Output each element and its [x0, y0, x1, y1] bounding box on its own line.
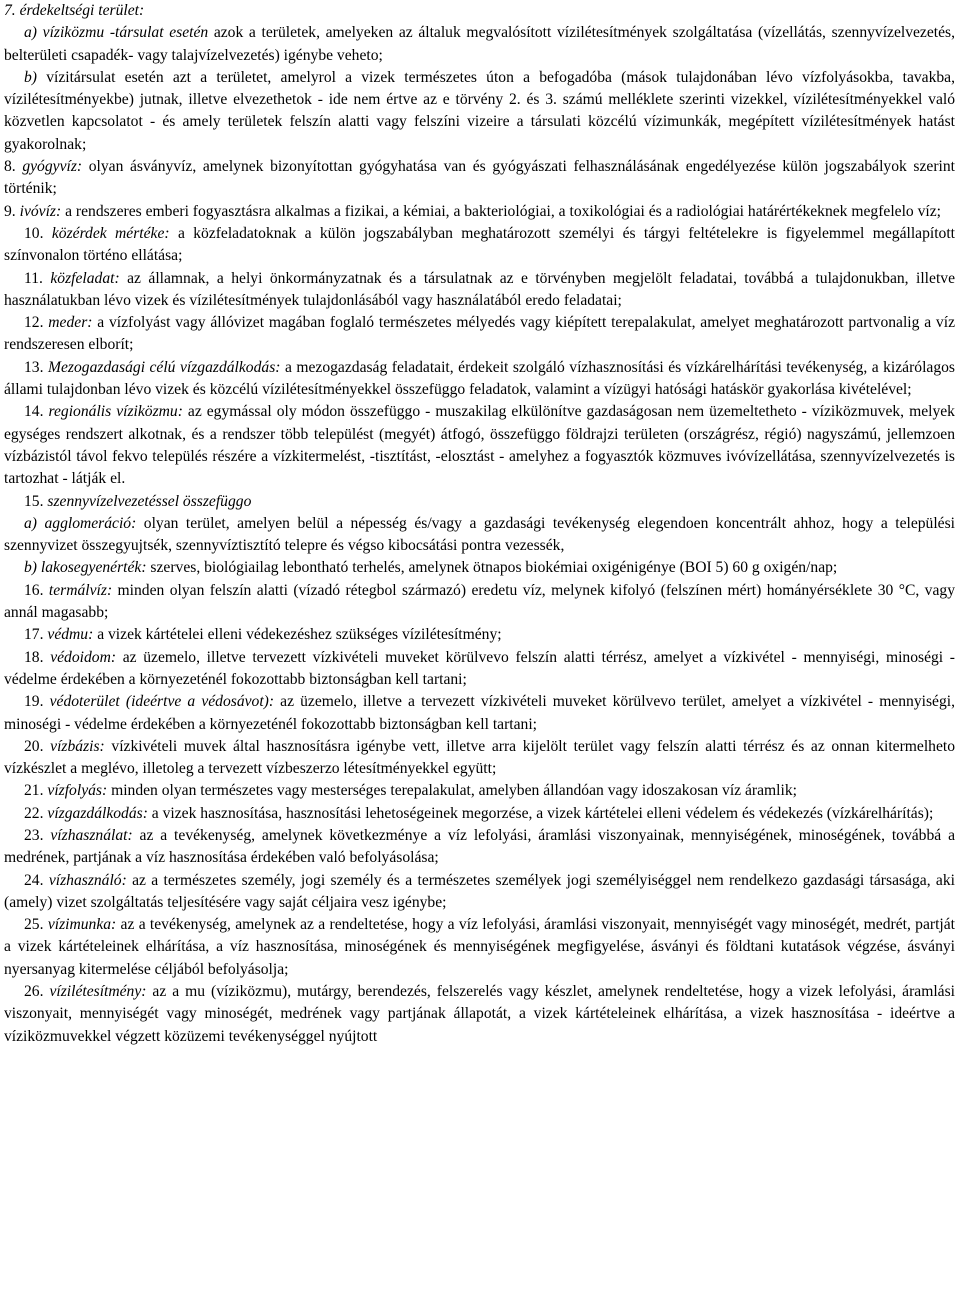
definition-paragraph [4, 513, 955, 558]
definition-number: 25. [24, 916, 44, 934]
defined-term: a) agglomeráció: [24, 514, 137, 532]
definition-paragraph [4, 825, 955, 870]
defined-term: b) lakosegyenérték: [24, 559, 147, 577]
definition-text: az a tevékenység, amelynek következménye a víz lefolyási, áramlási viszonyainak, mennyiségének, minoségének, továbbá a medrének, partjának a víz hasznosítása érdekében való befolyásolása; [4, 826, 955, 867]
definition-paragraph [4, 870, 955, 915]
document-body [4, 0, 955, 1048]
definition-text: vízkivételi muvek által hasznosításra igénybe vett, illetve arra kijelölt terület vagy felszín alatti térrész és az onnan kitermelheto vízkészlet a meglévo, illetoleg a tervezett vízbeszerzo létesítményekkel együtt; [4, 737, 956, 778]
defined-term: vízbázis: [50, 737, 105, 755]
defined-term: közérdek mértéke: [51, 224, 170, 242]
defined-term: közfeladat: [50, 269, 120, 287]
definition-paragraph [4, 580, 955, 625]
definition-number: 20. [24, 737, 44, 755]
defined-term: vízfolyás: [47, 782, 108, 800]
definition-paragraph [4, 0, 955, 22]
definition-number: 12. [24, 314, 44, 332]
definition-text: a vizek hasznosítása, hasznosítási lehetoségeinek megorzése, a vizek kártételei elleni védelem és védekezés (vízkárelhárítás); [147, 804, 934, 822]
definition-number: 22. [24, 804, 44, 822]
definition-text: minden olyan természetes vagy mesterséges terepalakulat, amelyben állandóan vagy idoszakosan víz áramlik; [107, 782, 797, 800]
definition-paragraph [4, 401, 955, 490]
definition-text: azok a területek, amelyeken az általuk megvalósított vízilétesítmények szolgáltatása (vízellátás, szennyvízelvezetés, belterületi csapadék- vagy talajvízelvezetés) igénybe veheto; [4, 24, 955, 64]
defined-term: 7. érdekeltségi terület: [4, 2, 145, 19]
definition-paragraph [4, 914, 955, 981]
defined-term: szennyvízelvezetéssel összefüggo [47, 492, 252, 510]
definition-text: minden olyan felszín alatti (vízadó rétegbol származó) eredetu víz, melynek kifolyó (felszínen mért) hományérséklete 30 °C, vagy annál magasabb; [4, 581, 955, 622]
defined-term: termálvíz: [48, 581, 113, 599]
definition-paragraph [4, 736, 955, 781]
defined-term: Mezogazdasági célú vízgazdálkodás: [48, 358, 281, 376]
defined-term: védoterület (ideértve a védosávot): [49, 693, 275, 711]
definition-number: 11. [24, 269, 43, 287]
defined-term: vízgazdálkodás: [47, 804, 148, 822]
defined-term: ivóvíz: [19, 202, 62, 220]
defined-term: vízimunka: [47, 916, 117, 934]
definition-number: 13. [24, 358, 44, 376]
defined-term: vízhasználat: [50, 826, 133, 844]
definition-text: a vizek kártételei elleni védekezéshez szükséges vízilétesítmény; [93, 626, 502, 644]
definition-paragraph [4, 22, 955, 67]
definition-text: a rendszeres emberi fogyasztásra alkalmas a fizikai, a kémiai, a bakteriológiai, a toxikológiai és a radiológiai határértékeknek megfelelo víz; [61, 202, 941, 220]
definition-number: 19. [24, 693, 44, 711]
definition-text: vízitársulat esetén azt a területet, amelyrol a vizek természetes úton a befogadóba (mások tulajdonában lévo vízfolyásokba, tavakba, vízilétesítményekbe) jutnak, illetve elvezethetok - ide nem értve az e törvény 2. és 3. számú melléklete szerinti vizekkel, vízilétesítményekkel való közvetlen kapcsolatot - és amely területek felszín alatti vagy felszíni vizeire a társulati közcélú vízimunkák, megépített vízilétesítmények hatást gyakorolnak; [4, 68, 955, 153]
definition-number: 16. [24, 581, 44, 599]
definition-paragraph [4, 557, 955, 579]
definition-paragraph [4, 268, 955, 313]
definition-text: az a természetes személy, jogi személy és a természetes személyek jogi személyiséggel nem rendelkezo gazdasági társasága, aki (amely) vizet szolgáltatás teljesítésére vagy saját céljaira vesz igénybe; [4, 871, 955, 911]
defined-term: b) [24, 68, 37, 86]
definition-text: a mezogazdaság feladatait, érdekeit szolgáló vízhasznosítási és vízkárelhárítási tevékenység, a kizárólagos állami tulajdonban lévo vizek és közcélú vízilétesítményekkel összefüggo feladatok, valamint a vízügyi hatósági hatáskör gyakorlása kivételével; [4, 358, 956, 399]
definition-paragraph [4, 357, 955, 402]
definition-paragraph [4, 156, 955, 201]
definition-number: 17. [24, 626, 44, 644]
definition-paragraph [4, 803, 955, 825]
definition-paragraph [4, 312, 955, 357]
definition-paragraph [4, 624, 955, 646]
definition-text: szerves, biológiailag lebontható terhelés, amelynek ötnapos biokémiai oxigénigénye (BOI 5) 60 g oxigén/nap; [146, 559, 838, 577]
definition-paragraph [4, 201, 955, 223]
definition-text: olyan ásványvíz, amelynek bizonyítottan gyógyhatása van és gyógyászati felhasználásának engedélyezése külön jogszabályok szerint történik; [4, 158, 955, 198]
defined-term: a) víziközmu -társulat esetén [24, 24, 209, 42]
defined-term: regionális víziközmu: [48, 403, 183, 421]
definition-text: az üzemelo, illetve tervezett vízkivételi muveket körülvevo felszín alatti térrész, amelyet a vízkivétel - mennyiségi, minoségi - védelme érdekében a környezeténél fokozottabb biztonságban kell tartani; [4, 648, 956, 688]
definition-number: 15. [24, 492, 44, 510]
definition-text: a közfeladatoknak a külön jogszabályban meghatározott személyi és tárgyi feltételekre is figyelemmel megállapított színvonalon történo ellátása; [4, 224, 956, 265]
defined-term: vízhasználó: [48, 871, 127, 889]
definition-paragraph [4, 691, 955, 736]
definition-paragraph [4, 780, 955, 802]
definition-number: 18. [24, 648, 44, 666]
definition-number: 26. [24, 983, 44, 1001]
definition-text: az államnak, a helyi önkormányzatnak és a társulatnak az e törvényben megjelölt feladatai, továbbá a tulajdonukban, illetve használatukban lévo vizek és vízilétesítmények tulajdonlásából vagy használatából eredo feladatai; [4, 269, 955, 309]
definition-paragraph [4, 223, 955, 268]
defined-term: védmu: [47, 626, 94, 644]
definition-text: az egymással oly módon összefüggo - muszakilag elkülönítve gazdaságosan nem üzemeltetheto - víziközmuvek, melyek egységes rendszert alkotnak, és a rendszer több települést (megyét) átfogó, összefüggo földrajzi területen (országrész, régió) nagyszámú, jellemzoen vízbázistól távol fekvo település részére a vízkitermelést, -tisztítást, -elosztást - amelyhez a fogyasztók közmuves ivóvízellátása, szennyvízelvezetés is tartozhat - látják el. [4, 403, 955, 488]
definition-text: olyan terület, amelyen belül a népesség és/vagy a gazdasági tevékenység elegendoen koncentrált ahhoz, hogy a települési szennyvizet összegyujtsék, szennyvíztisztító telepre és végso kibocsátási pontra vezessék, [4, 514, 955, 555]
definition-paragraph [4, 647, 955, 692]
definition-number: 24. [24, 871, 44, 889]
definition-text: a vízfolyást vagy állóvizet magában foglaló természetes mélyedés vagy kiépített terepalakulat, amelyet meghatározott partvonalig a víz rendszeresen elborít; [4, 314, 955, 354]
definition-number: 21. [24, 782, 44, 800]
defined-term: vízilétesítmény: [49, 983, 147, 1001]
definition-number: 23. [24, 826, 44, 844]
definition-paragraph [4, 491, 955, 513]
definition-text: az a tevékenység, amelynek az a rendeltetése, hogy a víz lefolyási, áramlási viszonyait, mennyiségét vagy minoségét, medrét, partját a vizek kártételeinek elhárítása, a víz hasznosítása, minoségének és mennyiségének megfigyelése, ásványi és földtani kutatások végzése, ásványi nyersanyag kitermelése céljából befolyásolja; [4, 916, 955, 978]
definition-number: 10. [24, 224, 44, 242]
defined-term: gyógyvíz: [22, 158, 83, 176]
definition-number: 14. [24, 403, 44, 421]
definition-paragraph [4, 67, 955, 156]
defined-term: védoidom: [50, 648, 117, 666]
definition-paragraph [4, 981, 955, 1048]
definition-text: az üzemelo, illetve a tervezett vízkivételi muveket körülvevo terület, amelyet a vízkivétel - mennyiségi, minoségi - védelme érdekében a környezeténél fokozottabb biztonságban kell tartani; [4, 693, 956, 733]
definition-number: 9. [4, 202, 16, 220]
defined-term: meder: [48, 314, 93, 332]
definition-text: az a mu (víziközmu), mutárgy, berendezés, felszerelés vagy készlet, amelynek rendeltetése, hogy a vizek lefolyási, áramlási viszonyait, mennyiségét vagy minoségét, medrének vagy partjának állapotát, a vizek kártételeinek elhárítása, a vizek hasznosítása - ideértve a víziközmuvekkel végzett közüzemi tevékenységgel nyújtott [4, 983, 955, 1045]
definition-number: 8. [4, 158, 16, 176]
